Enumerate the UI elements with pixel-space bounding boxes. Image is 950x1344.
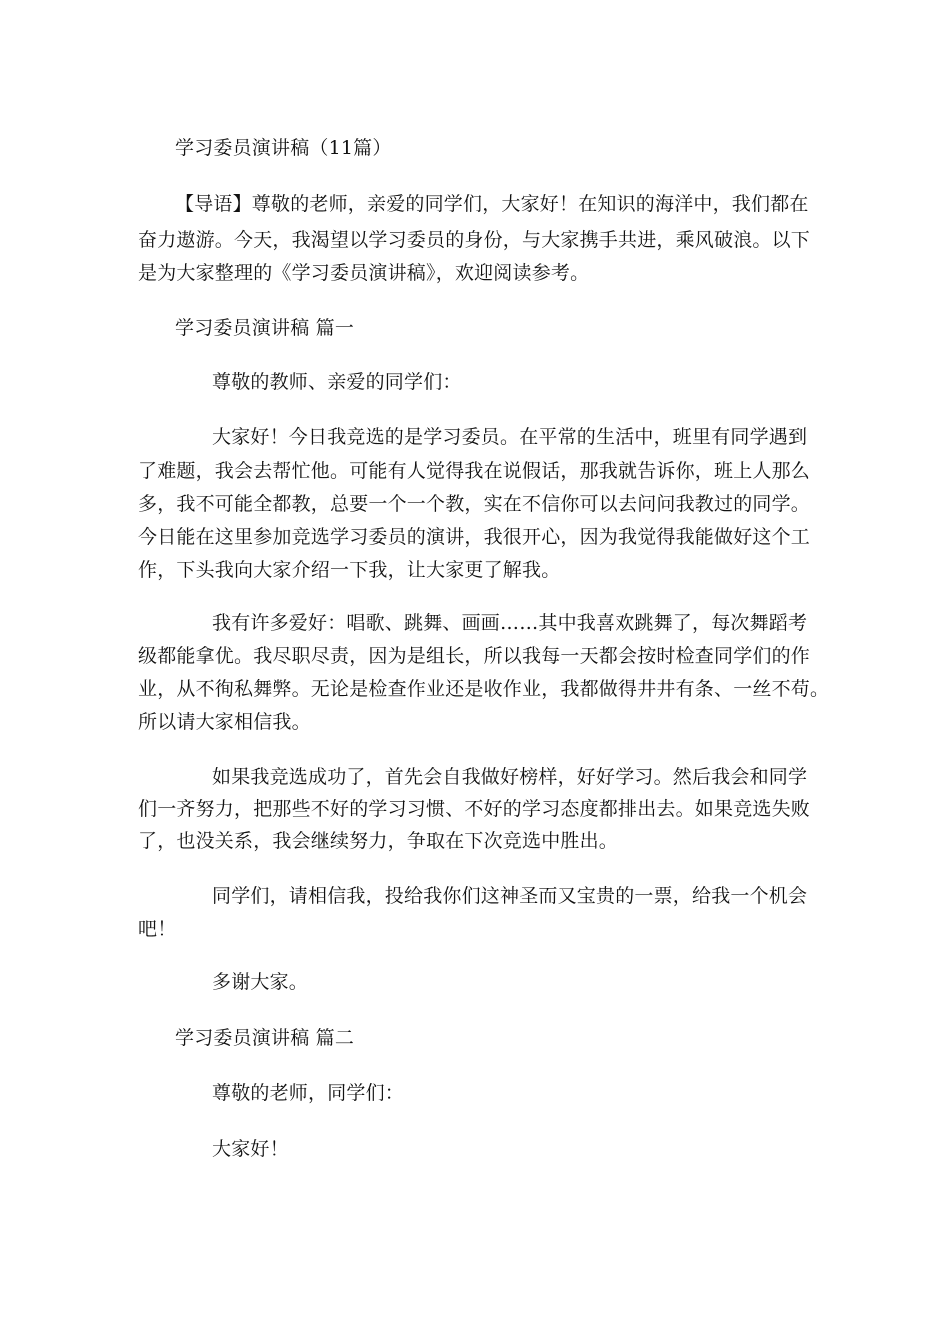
paragraph-line: 大家好！今日我竞选的是学习委员。在平常的生活中，班里有同学遇到 [212, 426, 808, 448]
closing: 多谢大家。 [212, 971, 309, 993]
paragraph-line: 了，也没关系，我会继续努力，争取在下次竞选中胜出。 [138, 830, 619, 852]
paragraph-line: 了难题，我会去帮忙他。可能有人觉得我在说假话，那我就告诉你，班上人那么 [138, 460, 811, 482]
paragraph-line: 多，我不可能全都教，总要一个一个教，实在不信你可以去问问我教过的同学。 [138, 493, 811, 515]
salutation: 尊敬的教师、亲爱的同学们： [212, 371, 462, 393]
paragraph-line: 今日能在这里参加竞选学习委员的演讲，我很开心，因为我觉得我能做好这个工 [138, 526, 811, 548]
greeting: 大家好！ [212, 1138, 289, 1160]
document-title: 学习委员演讲稿（11篇） [175, 137, 392, 159]
paragraph-line: 业，从不徇私舞弊。无论是检查作业还是收作业，我都做得井井有条、一丝不苟。 [138, 678, 830, 700]
paragraph-line: 所以请大家相信我。 [138, 711, 311, 733]
paragraph-line: 作，下头我向大家介绍一下我，让大家更了解我。 [138, 559, 561, 581]
intro-line: 奋力遨游。今天，我渴望以学习委员的身份，与大家携手共进，乘风破浪。以下 [138, 229, 811, 251]
intro-line: 是为大家整理的《学习委员演讲稿》，欢迎阅读参考。 [138, 262, 590, 284]
intro-line: 【导语】尊敬的老师，亲爱的同学们，大家好！在知识的海洋中，我们都在 [175, 193, 809, 215]
paragraph-line: 同学们，请相信我，投给我你们这神圣而又宝贵的一票，给我一个机会 [212, 885, 808, 907]
paragraph-line: 吧！ [138, 918, 177, 940]
paragraph-line: 级都能拿优。我尽职尽责，因为是组长，所以我每一天都会按时检查同学们的作 [138, 645, 811, 667]
paragraph-line: 们一齐努力，把那些不好的学习习惯、不好的学习态度都排出去。如果竞选失败 [138, 798, 811, 820]
paragraph-line: 我有许多爱好：唱歌、跳舞、画画……其中我喜欢跳舞了，每次舞蹈考 [212, 612, 808, 634]
section-heading: 学习委员演讲稿 篇二 [175, 1027, 355, 1049]
salutation: 尊敬的老师，同学们： [212, 1082, 405, 1104]
section-heading: 学习委员演讲稿 篇一 [175, 317, 355, 339]
paragraph-line: 如果我竞选成功了，首先会自我做好榜样，好好学习。然后我会和同学 [212, 766, 808, 788]
